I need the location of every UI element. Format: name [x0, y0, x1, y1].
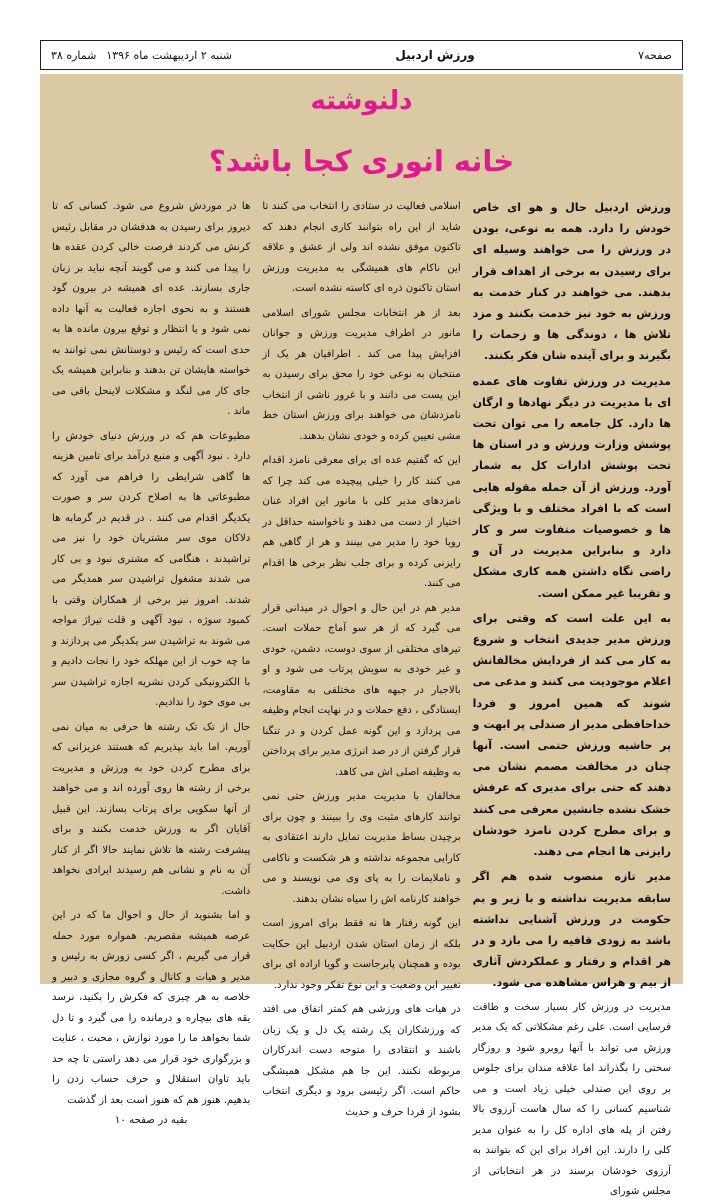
paragraph: در هیات های ورزشی هم کمتر اتفاق می افتد که ورزشکاران یک رشته یک دل و یک زبان باشند و انتقادی را متوجه دست اندرکاران مربوطه نکنند. این جا هم مشکل همیشگی حاکم است. اگر رئیسی برود و دیگری انتخاب بشود از فردا حرف و حدیث — [262, 1004, 461, 1118]
paragraph: ها در موردش شروع می شود. کسانی که تا دیروز برای رسیدن به هدفشان در مقابل رئیس کرنش می کردند فرصت خالی کردن عقده ها را پیدا می کنند و می گویند آنچه نباید بر زبان جاری بسازند. عده ای همیشه در بیرون گود هستند و به نحوی اجازه فعالیت به آنها داده نمی شود و یا انتظار و توقع بیرون مانده ها به حدی است که رئیس و دوستانش نمی توانند به خواسته هایشان تن بدهند و بنابراین همیشه یک جای کار می لنگد و مشکلات لاینحل باقی می ماند . — [52, 201, 251, 417]
paragraph: بعد از هر انتخابات مجلس شورای اسلامی مانور در اطراف مدیریت ورزش و جوانان افزایش پیدا می کند . اطرافیان هر یک از منتخبان به نوعی خود را محق برای رسیدن به این پست می دانند و با غرور ناشی از انتخاب نامزدشان می خواهند برای ورزش استان خط مشی تعیین کرده و خودی نشان بدهند. — [262, 307, 461, 442]
article-column-2 — [262, 197, 461, 1118]
paragraph: مدیریت در ورزش کار بسیار سخت و طاقت فرسایی است. علی رغم مشکلاتی که یک مدیر ورزش می تواند با آنها روبرو شود و روزگار سختی را بگذراند اما علاقه مندان برای جلوس بر روی این صندلی خیلی زیاد است و می شناسیم کسانی را که سال هاست آرزوی بالا رفتن از پله های اداره کل را به عنوان مدیر کلی را دارند. این افراد برای این که بتوانند به آرزوی خودشان برسند در هر انتخاباتی از مجلس شورای — [472, 1001, 671, 1198]
paragraph: به این علت است که وقتی برای ورزش مدیر جدیدی انتخاب و شروع به کار می کند از فردایش مخالفانش اعلام موجودیت می کنند و مدعی می شوند که همین امروز و فردا خداحافظی مدیر از صندلی پر ابهت و پر حاشیه ورزش حتمی است. آنها چنان در مخالفت مصمم نشان می دهند که حتی برای مدیری که عرفش خشک نشده جانشین معرفی می کنند و برای مطرح کردن نامزد خودشان رایزنی ها انجام می دهند. — [472, 611, 671, 859]
issue-date: شنبه ۲ اردیبهشت ماه ۱۳۹۶ — [106, 48, 232, 62]
paragraph: حال از تک تک رشته ها حرفی به میان نمی آوریم. اما باید بپذیریم که هستند عزیزانی که برای مطرح کردن خود به ورزش و مدیریت برخی از رشته ها روی آورده اند و می خواهند از آنها سکویی برای پرتاب بسازند. این قبیل آقایان اگر به ورزش خدمت بکنند و برای پیشرفت رشته ها تلاش نمایند حالا اگر از کنار آن به نام و نشانی هم رسیدند ایرادی نخواهد داشت. — [52, 721, 251, 897]
paragraph: مطبوعات هم که در ورزش دنیای خودش را دارد . نبود آگهی و منبع درآمد برای تامین هزینه ها گاهی شرایطی را فراهم می آورد که مطبوعاتی ها به اصلاح کردن سر و صورت یکدیگر اقدام می کنند . در قدیم در گرمابه ها دلاکان موی سر مشتریان خود را نیز می تراشیدند ، هنگامی که مشتری نبود و بی کار می شدند مشغول تراشیدن سر همدیگر می شدند. امروز نیز برخی از همکاران وقتی با کمبود سوژه ، نبود آگهی و قلت تیراژ مواجه می شوند به تراشیدن سر یکدیگر می پردازند و ما چه خوب از این مهلکه خود را نجات دادیم و با الکترونیکی کردن نشریه اجازه تراشیدن سر بی موی خود را ندادیم. — [52, 430, 251, 708]
paragraph: و اما بشنوید از حال و احوال ما که در این عرصه همیشه مقصریم. همواره مورد حمله قرار می گیریم ، اگر کسی زورش به رئیس و مدیر و هیات و کانال و گروه مجازی و دبیر و خلاصه به هر چیزی که فکرش را بکنید، نرسد یقه های بیچاره و درمانده را می گیرد و تا دل شما بخواهد ما را مورد نوازش ، محبت ، عنایت و بزرگواری خود قرار می دهد راستی تا چه حد باید تاوان استقلال و حرف حساب زدن را بدهیم. هنوز هم که هنوز است بعد از گذشت — [52, 910, 251, 1106]
paragraph: مدیر هم در این حال و احوال در میدانی قرار می گیرد که از هر سو آماج حملات است. تیرهای مختلفی از سوی دوست، دشمن، خودی و غیر خودی به سویش پرتاب می شود و او بالاجبار در جبهه های مختلفی به مقاومت، ایستادگی ، دفع حملات و در نهایت انجام وظیفه می پردازد و این گونه عمل کردن و در تنگنا قرار گرفتن از در صد انرژی مدیر برای پرداختن به وظیفه اصلی اش می کاهد. — [262, 602, 461, 778]
publication-title: ورزش اردبیل — [395, 48, 475, 62]
paragraph: این گونه رفتار ها نه فقط برای امروز است بلکه از زمان استان شدن اردبیل این حکایت بوده و همچنان پابرجاست و گویا اراده ای برای تغییر این وضعیت و این نوع تفکر وجود ندارد. — [262, 918, 461, 991]
article-column-1 — [472, 197, 671, 1198]
article-section-heading: دلنوشته — [310, 86, 413, 116]
issue-number: شماره ۳۸ — [51, 48, 97, 62]
article-panel — [40, 74, 683, 1198]
page-number: صفحه۷ — [638, 48, 672, 62]
paragraph: این که گفتیم عده ای برای معرفی نامزد اقدام می کنند کار را خیلی پیچیده می کند چرا که نامزدهای مدیر کلی با مانور این افراد عنان اختیار از دست می دهند و ناخواسته حداقل در رویا خود را مدیر می بینند و هر از گاهی هم رایزنی کرده و برای جلب نظر برخی ها اقدام می کنند. — [262, 455, 461, 589]
continued-note: بقیه در صفحه ۱۰ — [114, 1115, 188, 1126]
paragraph: مخالفان با مدیریت مدیر ورزش حتی نمی توانند کارهای مثبت وی را ببینند و چون برای برچیدن بساط مدیریت تمایل دارند اعتقادی به کارایی مجموعه نداشته و هر شکست و ناکامی و ناملایمات را به پای وی می نویسند و می خواهند کارنامه اش را سیاه نشان بدهند. — [262, 791, 461, 905]
paragraph: ورزش اردبیل حال و هو ای خاص خودش را دارد. همه به نوعی، بودن در ورزش را می خواهند وسیله ای برای رسیدن به برخی از اهداف قرار بدهند. می خواهند در کنار خدمت به ورزش به خود نیز خدمت بکنند و مزد تلاش ها ، دوندگی ها و زحمات را بگیرند و برای آینده شان فکر بکنند. — [472, 201, 671, 363]
paragraph: اسلامی فعالیت در ستادی را انتخاب می کنند تا شاید از این راه بتوانند کاری انجام دهند که تاکنون موفق نشده اند ولی از عشق و علاقه این ناکام های همیشگی به مدیریت ورزش استان تاکنون ذره ای کاسته نشده است. — [262, 201, 461, 294]
article-title: خانه انوری کجا باشد؟ — [208, 144, 515, 178]
issue-meta — [51, 49, 232, 62]
page-header — [40, 40, 683, 70]
article-column-3 — [52, 197, 251, 1126]
paragraph: مدیر تازه منصوب شده هم اگر سابقه مدیریت نداشته و با زیر و بم حکومت در ورزش آشنایی نداشته باشد به زودی قافیه را می بازد و در هر اقدام و رفتار و عملکردش آثاری از بیم و هراس مشاهده می شود. — [472, 870, 671, 990]
paragraph: مدیریت در ورزش تفاوت های عمده ای با مدیریت در دیگر نهادها و ارگان ها دارد. کل جامعه را می توان تحت پوشش وزارت ورزش و در استان ها تحت پوشش ادارات کل به شمار آورد. ورزش از آن جمله مقوله هایی است که با افراد مختلف و با ویژگی ها و خصوصیات متفاوت سر و کار دارد و بنابراین مدیریت در آن و راضی نگاه داشتن همه کاری مشکل و تقریبا غیر ممکن است. — [472, 374, 671, 600]
article-columns — [52, 197, 671, 1198]
